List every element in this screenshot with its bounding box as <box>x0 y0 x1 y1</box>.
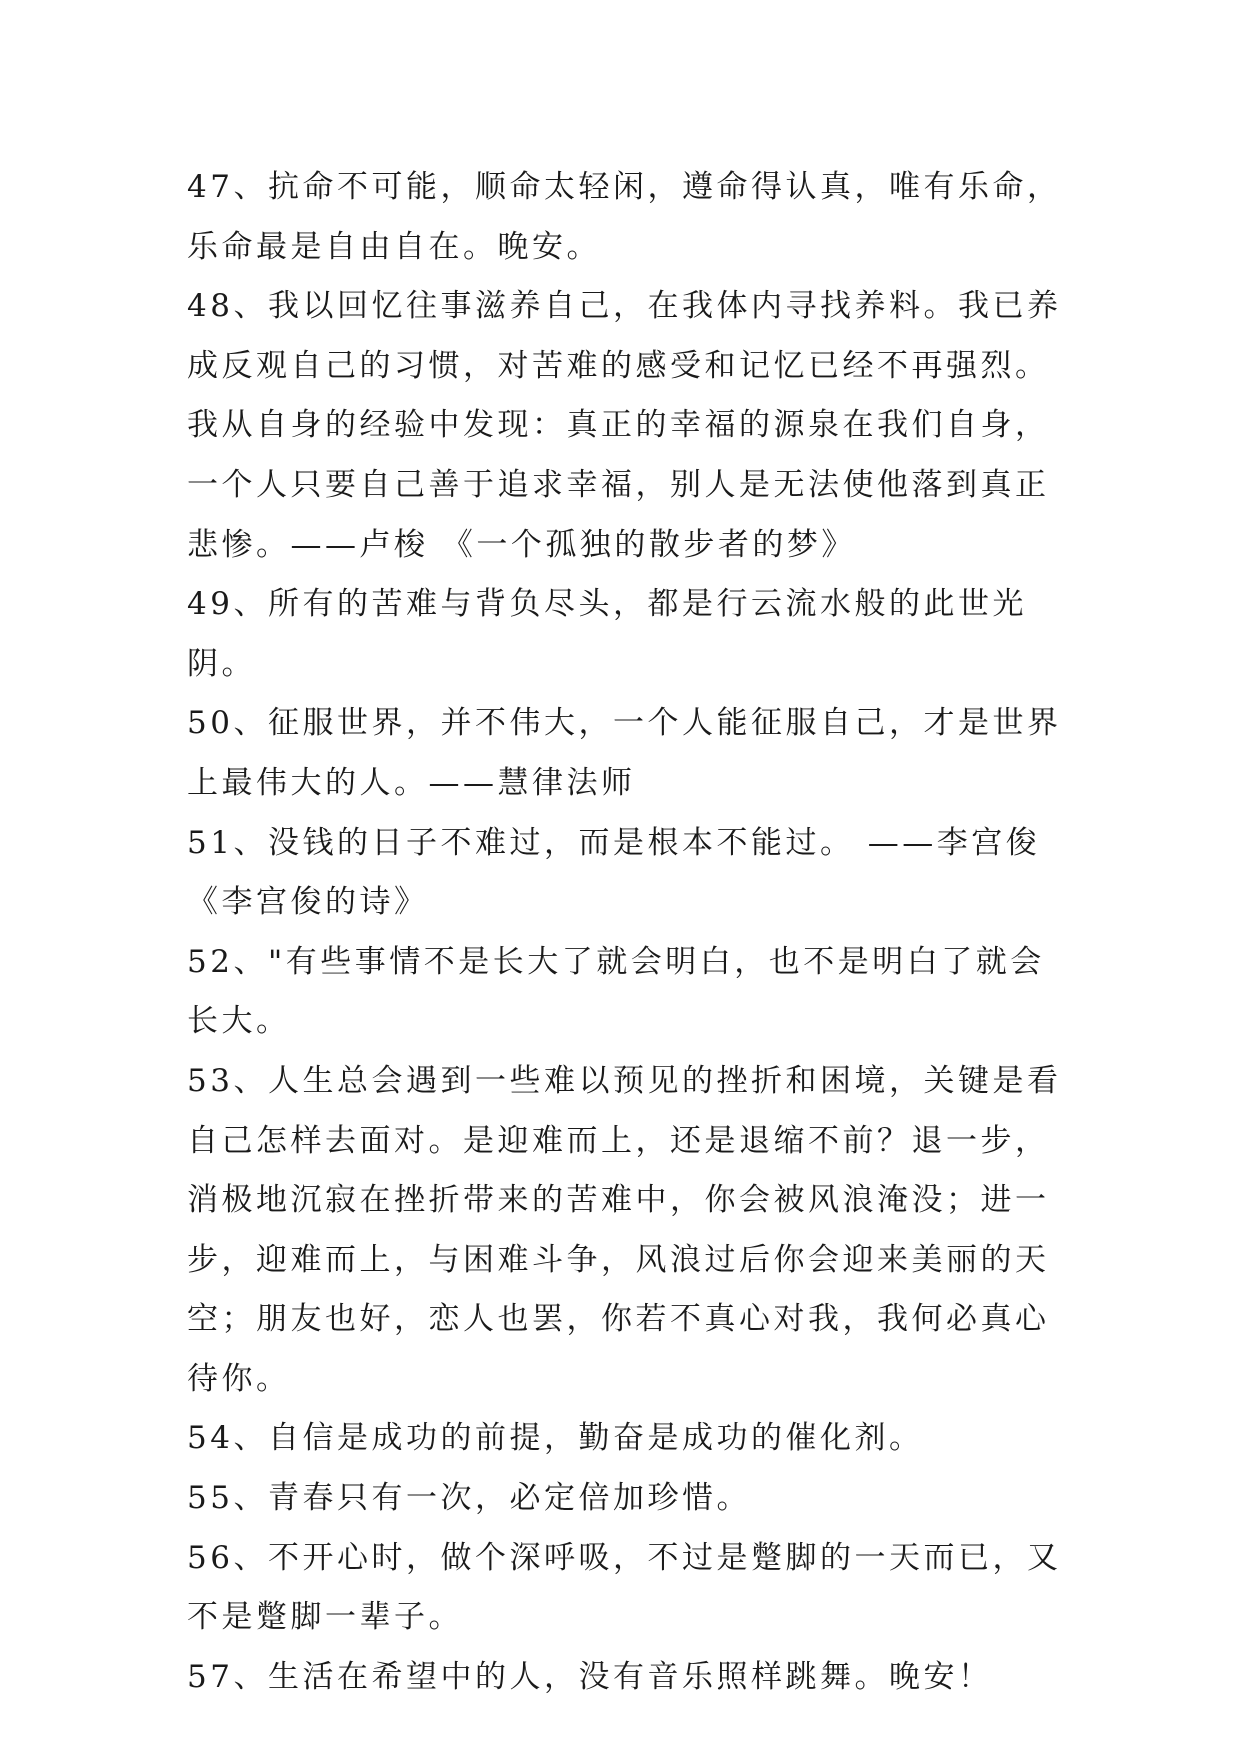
quote-56: 56、不开心时，做个深呼吸，不过是蹩脚的一天而已，又不是蹩脚一辈子。 <box>187 1539 1062 1636</box>
quote-57: 57、生活在希望中的人，没有音乐照样跳舞。晚安！ <box>187 1658 993 1695</box>
quote-51: 51、没钱的日子不难过，而是根本不能过。 ——李宫俊《李宫俊的诗》 <box>187 824 1041 921</box>
quote-54: 54、自信是成功的前提，勤奋是成功的催化剂。 <box>187 1420 924 1457</box>
quote-list <box>187 158 1067 1707</box>
quote-50: 50、征服世界，并不伟大，一个人能征服自己，才是世界上最伟大的人。——慧律法师 <box>187 705 1062 801</box>
quote-55: 55、青春只有一次，必定倍加珍惜。 <box>187 1480 751 1517</box>
quote-49: 49、所有的苦难与背负尽头，都是行云流水般的此世光阴。 <box>187 586 1027 682</box>
quote-47: 47、抗命不可能，顺命太轻闲，遵命得认真，唯有乐命，乐命最是自由自在。晚安。 <box>187 169 1062 265</box>
quote-48: 48、我以回忆往事滋养自己，在我体内寻找养料。我已养成反观自己的习惯，对苦难的感受和记忆已经不再强烈。我从自身的经验中发现：真正的幸福的源泉在我们自身，一个人只要自己善于追求幸福，别人是无法使他落到真正悲惨。——卢梭 《一个孤独的散步者的梦》 <box>187 288 1062 563</box>
quote-52: 52、"有些事情不是长大了就会明白，也不是明白了就会长大。 <box>187 943 1045 1040</box>
quote-53: 53、人生总会遇到一些难以预见的挫折和困境，关键是看自己怎样去面对。是迎难而上，还是退缩不前？退一步，消极地沉寂在挫折带来的苦难中，你会被风浪淹没；进一步，迎难而上，与困难斗争，风浪过后你会迎来美丽的天空；朋友也好，恋人也罢，你若不真心对我，我何必真心待你。 <box>187 1062 1062 1397</box>
